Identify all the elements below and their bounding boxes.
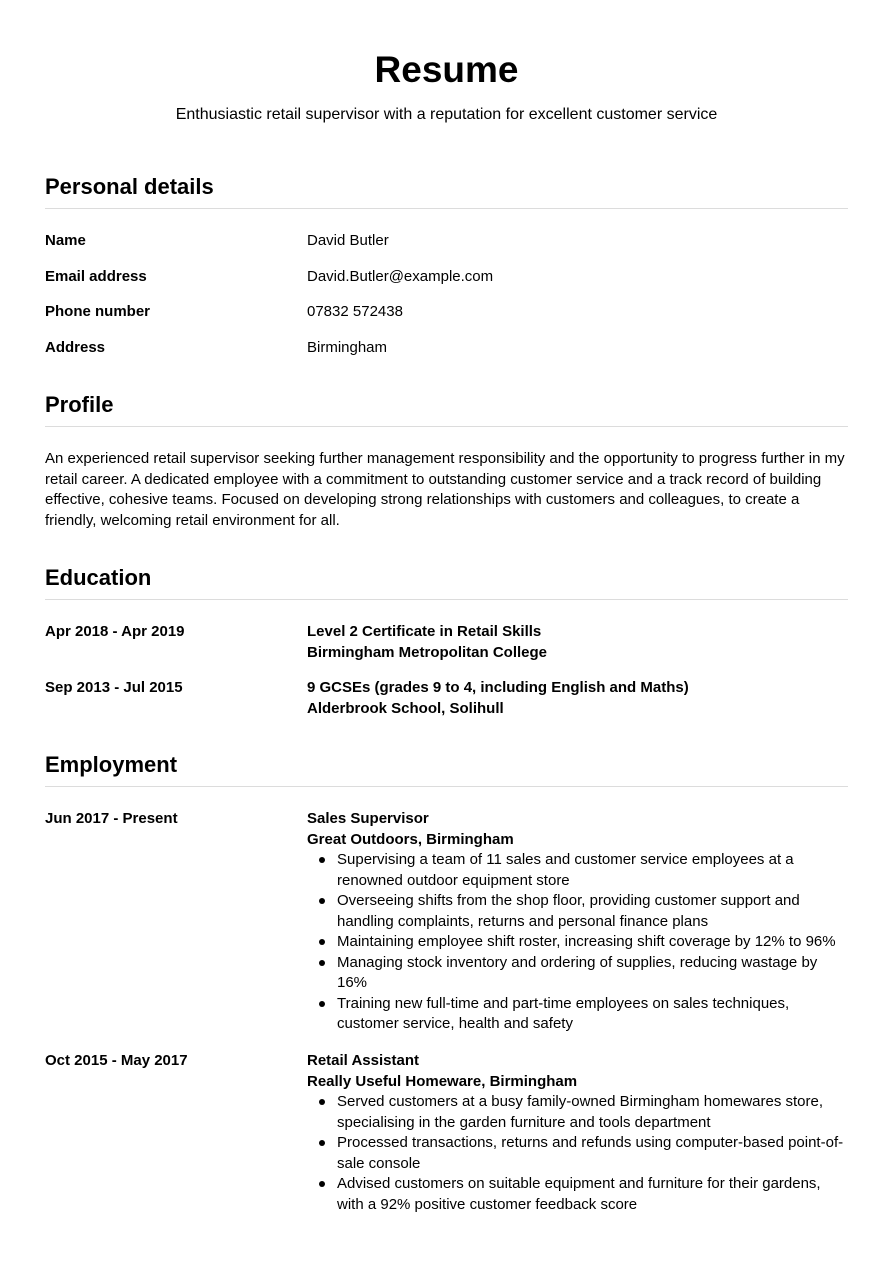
employer: Really Useful Homeware, Birmingham	[307, 1072, 578, 1090]
profile-heading: Profile	[45, 392, 114, 417]
education-dates: Apr 2018 - Apr 2019	[45, 623, 185, 640]
education-institution: Birmingham Metropolitan College	[307, 643, 548, 661]
section-divider	[45, 786, 848, 787]
personal-details-heading: Personal details	[45, 174, 214, 199]
employment-dates: Oct 2015 - May 2017	[45, 1052, 188, 1069]
resume-title: Resume	[374, 49, 519, 90]
employment-dates: Jun 2017 - Present	[45, 810, 178, 827]
education-institution: Alderbrook School, Solihull	[307, 699, 504, 717]
employer: Great Outdoors, Birmingham	[307, 830, 514, 848]
list-item: Served customers at a busy family-owned Birmingham homewares store, specialising in the garden furniture and tools department	[307, 1092, 848, 1133]
detail-label: Phone number	[45, 303, 151, 320]
section-divider	[45, 426, 848, 427]
responsibilities-list	[307, 1092, 848, 1215]
list-item: Overseeing shifts from the shop floor, providing customer support and handling complaints, returns and personal finance plans	[307, 891, 848, 932]
resume-subtitle: Enthusiastic retail supervisor with a reputation for excellent customer service	[175, 106, 718, 123]
detail-value: Birmingham	[307, 339, 388, 356]
section-divider	[45, 208, 848, 209]
list-item: Maintaining employee shift roster, increasing shift coverage by 12% to 96%	[307, 932, 848, 953]
list-item: Training new full-time and part-time employees on sales techniques, customer service, health and safety	[307, 994, 848, 1035]
list-item: Processed transactions, returns and refunds using computer-based point-of-sale console	[307, 1133, 848, 1174]
detail-value: 07832 572438	[307, 303, 403, 320]
section-divider	[45, 599, 848, 600]
list-item: Managing stock inventory and ordering of supplies, reducing wastage by 16%	[307, 953, 848, 994]
education-qualification: Level 2 Certificate in Retail Skills	[307, 623, 542, 640]
list-item: Advised customers on suitable equipment and furniture for their gardens, with a 92% positive customer feedback score	[307, 1174, 848, 1215]
detail-value: David.Butler@example.com	[307, 268, 494, 285]
education-heading: Education	[45, 565, 152, 590]
responsibilities-list	[307, 850, 848, 1035]
education-qualification: 9 GCSEs (grades 9 to 4, including English and Maths)	[307, 679, 689, 696]
job-title: Retail Assistant	[307, 1052, 419, 1069]
detail-value: David Butler	[307, 232, 389, 249]
list-item: Supervising a team of 11 sales and customer service employees at a renowned outdoor equipment store	[307, 850, 848, 891]
detail-label: Email address	[45, 268, 147, 285]
profile-text: An experienced retail supervisor seeking further management responsibility and the opportunity to progress further in my retail career. A dedicated employee with a commitment to outstanding customer service and a track record of building effective, cohesive teams. Focused on developing strong relationships with customers and colleagues, to create a friendly, welcoming retail environment for all.	[45, 450, 845, 529]
detail-label: Name	[45, 232, 86, 249]
job-title: Sales Supervisor	[307, 810, 429, 827]
employment-heading: Employment	[45, 752, 178, 777]
education-dates: Sep 2013 - Jul 2015	[45, 679, 183, 696]
detail-label: Address	[45, 339, 106, 356]
